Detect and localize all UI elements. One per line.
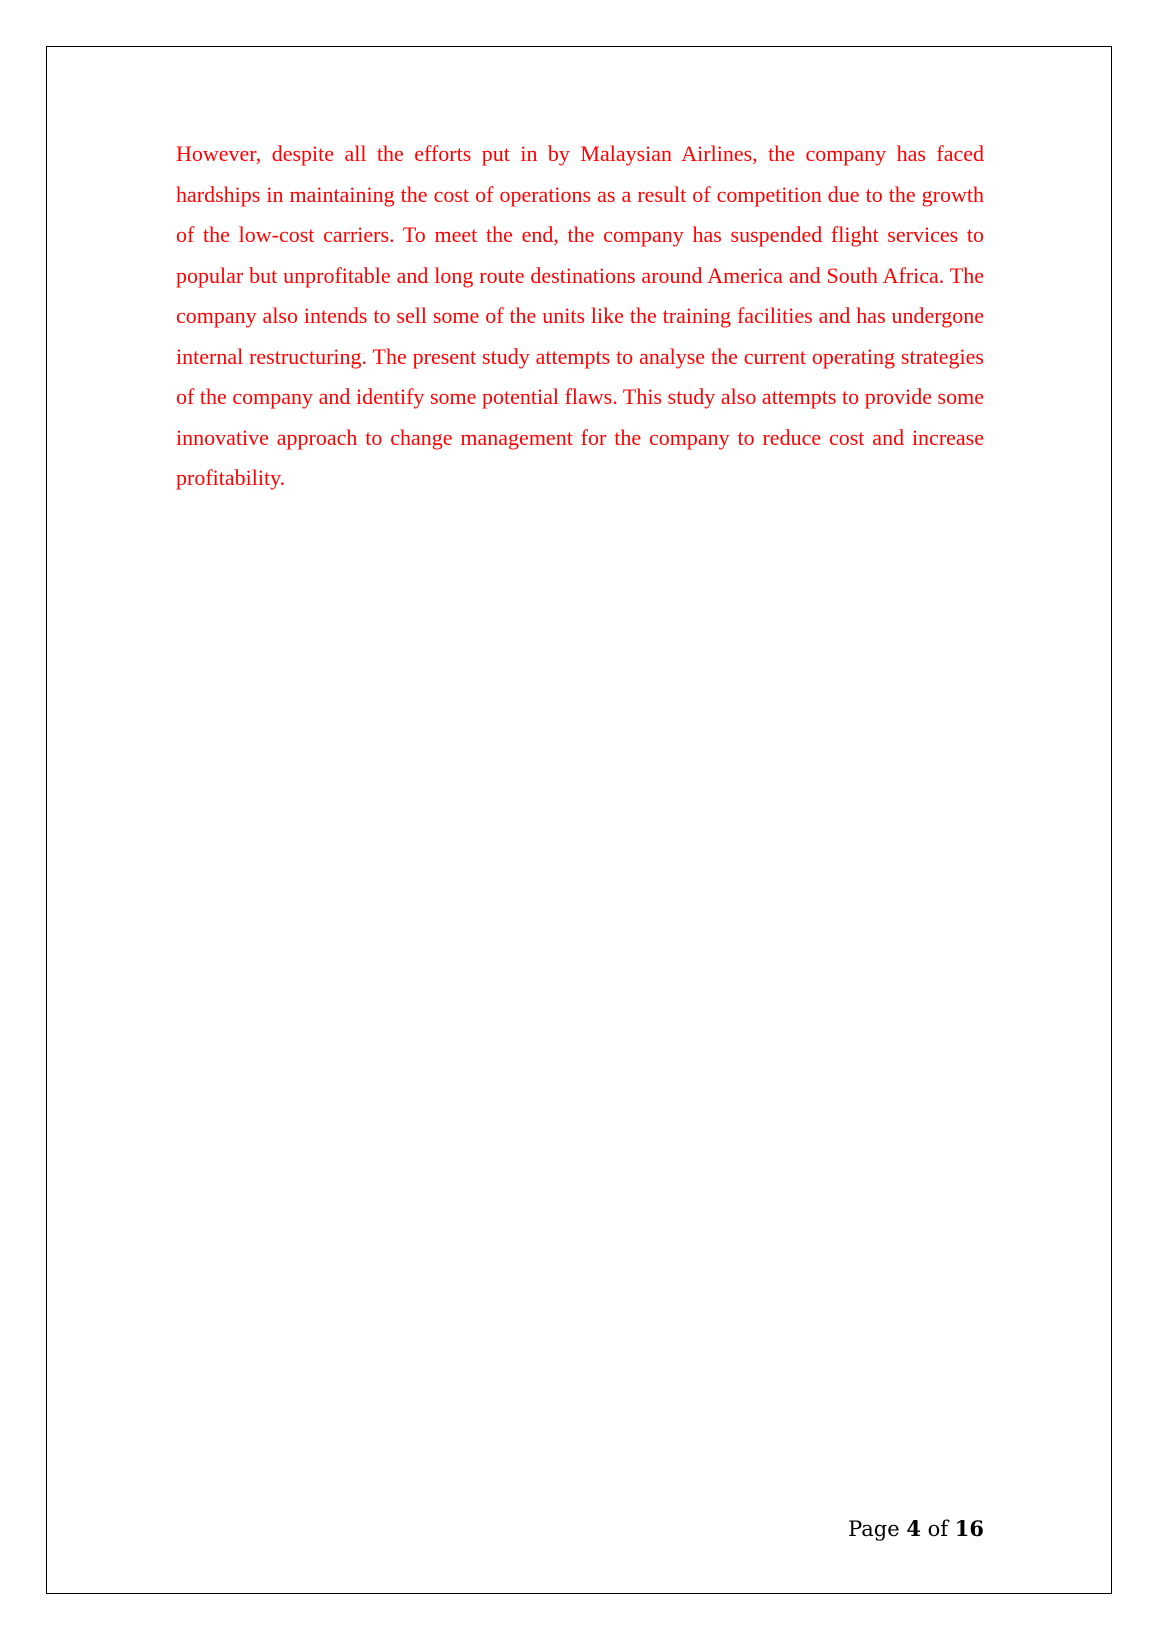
footer-total-pages: 16 xyxy=(954,1516,984,1541)
footer-of-word: of xyxy=(927,1517,949,1541)
body-paragraph: However, despite all the efforts put in by Malaysian Airlines, the company has faced hardships in maintaining the cost of operations as a result of competition due to the growth of the low-cost carriers. To meet the end, the company has suspended flight services to popular but unprofitable and long route destinations around America and South Africa. The company also intends to sell some of the units like the training facilities and has undergone internal restructuring. The present study attempts to analyse the current operating strategies of the company and identify some potential flaws. This study also attempts to provide some innovative approach to change management for the company to reduce cost and increase profitability. xyxy=(176,141,984,490)
page-footer xyxy=(848,1516,984,1541)
footer-page-word: Page xyxy=(848,1517,900,1541)
footer-current-page: 4 xyxy=(906,1516,921,1541)
